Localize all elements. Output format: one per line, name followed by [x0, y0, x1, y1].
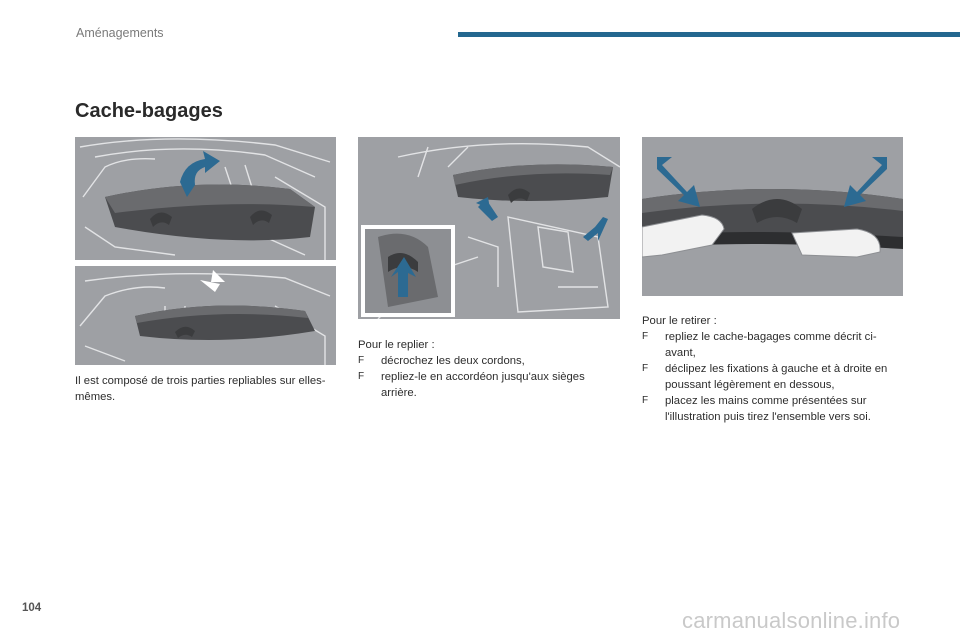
list-item — [358, 369, 620, 401]
illustration-shelf-folded — [75, 266, 336, 365]
column-2-text — [358, 337, 620, 401]
page-number: 104 — [22, 602, 42, 614]
list-item — [642, 393, 904, 425]
list-item-text: décrochez les deux cordons, — [381, 355, 525, 367]
list-item-text: repliez le cache-bagages comme décrit ci-avant, — [665, 331, 877, 359]
bullet-marker: F — [642, 331, 649, 342]
intro-paragraph: Il est composé de trois parties repliables sur elles-mêmes. — [75, 375, 326, 403]
list-item — [642, 329, 904, 361]
bullet-marker: F — [358, 355, 365, 366]
column-1-text — [75, 373, 335, 405]
section-label: Aménagements — [76, 26, 164, 40]
header-accent-bar — [458, 32, 960, 37]
bullet-marker: F — [642, 395, 649, 406]
list-item — [358, 353, 620, 369]
column-3-text — [642, 313, 904, 425]
list-item — [642, 361, 904, 393]
illustration-shelf-installed — [75, 137, 336, 260]
fold-intro: Pour le replier : — [358, 339, 435, 351]
bullet-marker: F — [358, 371, 365, 382]
list-item-text: placez les mains comme présentées sur l'illustration puis tirez l'ensemble vers soi. — [665, 395, 871, 423]
list-item-text: repliez-le en accordéon jusqu'aux sièges arrière. — [381, 371, 585, 399]
watermark: carmanualsonline.info — [682, 608, 901, 633]
list-item-text: déclipez les fixations à gauche et à droite en poussant légèrement en dessous, — [665, 363, 888, 391]
illustration-remove-shelf — [642, 137, 903, 296]
page-title: Cache-bagages — [75, 100, 223, 122]
illustration-unhook-cords — [358, 137, 620, 319]
bullet-marker: F — [642, 363, 649, 374]
remove-intro: Pour le retirer : — [642, 315, 717, 327]
